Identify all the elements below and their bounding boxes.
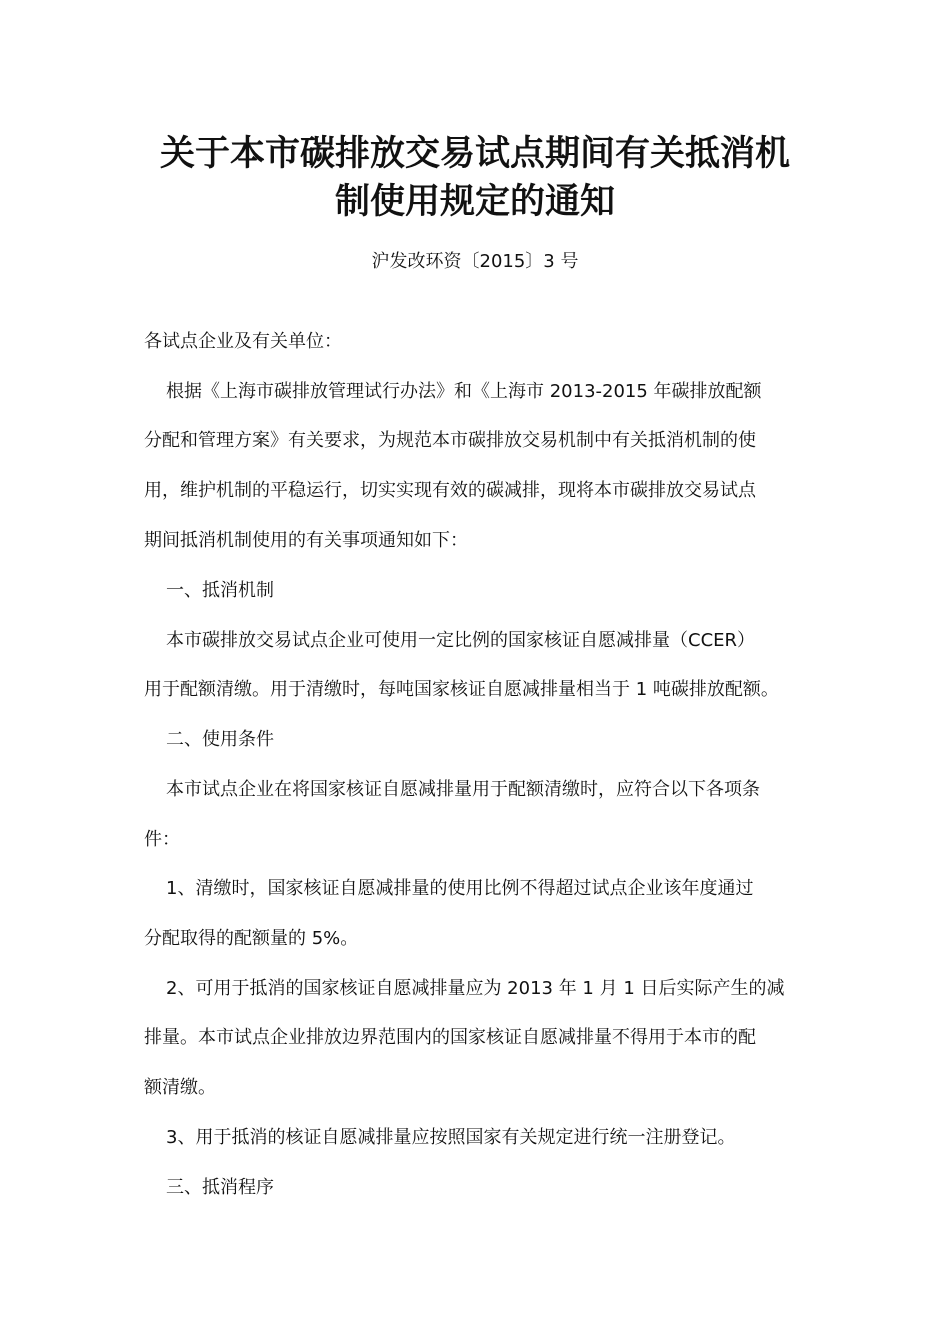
section-heading-3: 三、抵消程序 [166, 1177, 274, 1198]
paragraph-3-line-2: 件： [144, 829, 180, 850]
condition-2-line-1: 2、可用于抵消的国家核证自愿减排量应为 2013 年 1 月 1 日后实际产生的减 [166, 978, 785, 999]
paragraph-3-line-1: 本市试点企业在将国家核证自愿减排量用于配额清缴时，应符合以下各项条 [166, 779, 760, 800]
document-number: 沪发改环资〔2015〕3 号 [371, 251, 579, 272]
condition-2-line-3: 额清缴。 [144, 1077, 216, 1098]
paragraph-2-line-1: 本市碳排放交易试点企业可使用一定比例的国家核证自愿减排量（CCER） [166, 630, 756, 651]
condition-2-line-2: 排量。本市试点企业排放边界范围内的国家核证自愿减排量不得用于本市的配 [144, 1027, 756, 1048]
document-title-line-1: 关于本市碳排放交易试点期间有关抵消机 [159, 134, 790, 174]
paragraph-2-line-2: 用于配额清缴。用于清缴时，每吨国家核证自愿减排量相当于 1 吨碳排放配额。 [144, 679, 779, 700]
section-heading-2: 二、使用条件 [166, 729, 274, 750]
document-title-line-2: 制使用规定的通知 [334, 182, 615, 222]
paragraph-1-line-1: 根据《上海市碳排放管理试行办法》和《上海市 2013-2015 年碳排放配额 [166, 381, 762, 402]
condition-1-line-1: 1、清缴时，国家核证自愿减排量的使用比例不得超过试点企业该年度通过 [166, 878, 754, 899]
paragraph-1-line-3: 用，维护机制的平稳运行，切实实现有效的碳减排，现将本市碳排放交易试点 [144, 480, 756, 501]
condition-3-line-1: 3、用于抵消的核证自愿减排量应按照国家有关规定进行统一注册登记。 [166, 1127, 736, 1148]
section-heading-1: 一、抵消机制 [166, 580, 274, 601]
paragraph-1-line-4: 期间抵消机制使用的有关事项通知如下： [144, 530, 468, 551]
salutation-line: 各试点企业及有关单位： [144, 331, 342, 352]
condition-1-line-2: 分配取得的配额量的 5%。 [144, 928, 359, 949]
paragraph-1-line-2: 分配和管理方案》有关要求，为规范本市碳排放交易机制中有关抵消机制的使 [144, 430, 756, 451]
